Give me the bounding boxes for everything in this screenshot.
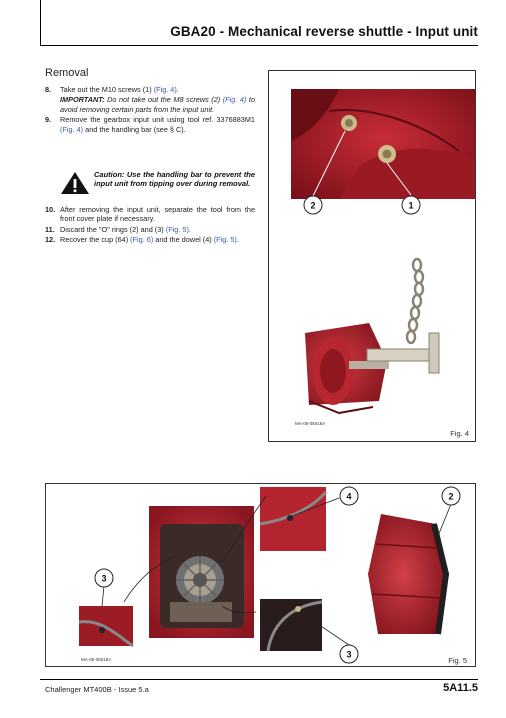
procedure-steps-continued (45, 205, 255, 246)
procedure-steps (45, 85, 255, 135)
footer-rule (40, 679, 478, 680)
step-text: Remove the gearbox input unit using tool ref. 3376883M1 (Fig. 4) and the handling bar (see § C). (60, 115, 255, 134)
step-11 (45, 225, 255, 234)
caution-text: Caution: Use the handling bar to prevent the input unit from tipping over during removal. (94, 170, 255, 189)
step-number: 9. (45, 115, 52, 125)
caution-note (60, 170, 255, 195)
svg-text:3: 3 (346, 649, 352, 660)
step-number: 12. (45, 235, 56, 245)
figure-5 (45, 483, 476, 667)
step-10 (45, 205, 255, 224)
figure-link[interactable]: (Fig. 6) (130, 235, 154, 245)
footer-publication: Challenger MT400B - Issue 5.a (45, 685, 149, 694)
figure-5-code: MA-05-05019A (81, 657, 112, 662)
step-number: 8. (45, 85, 52, 94)
figure-5-label: Fig. 5 (448, 656, 467, 665)
important-label: IMPORTANT: (60, 95, 105, 105)
figure-4-illustration (269, 71, 476, 442)
svg-text:4: 4 (346, 491, 352, 502)
section-title: Removal (45, 67, 89, 79)
step-text: Recover the cup (64) (Fig. 6) and the dowel (4) (Fig. 5). (60, 235, 239, 245)
step-text: Discard the "O" rings (2) and (3) (Fig. 5). (60, 224, 191, 234)
figure-link[interactable]: (Fig. 4) (60, 124, 84, 134)
seal-inset-photo (260, 599, 322, 651)
step-number: 10. (45, 205, 56, 214)
header-rule (40, 45, 478, 46)
figure-4 (268, 70, 476, 442)
important-note (45, 95, 255, 114)
o-ring-inset-photo (79, 606, 133, 646)
figure-link[interactable]: (Fig. 4) (222, 95, 247, 105)
svg-text:3: 3 (101, 573, 107, 584)
figure-link[interactable]: (Fig. 4) (153, 85, 177, 94)
callout-4 (340, 487, 358, 505)
figure-link[interactable]: (Fig. 5) (165, 224, 189, 234)
step-8 (45, 85, 255, 94)
housing-photo (291, 89, 476, 199)
callout-1 (402, 196, 420, 214)
svg-text:2: 2 (310, 200, 316, 211)
callout-3 (95, 569, 113, 587)
page-title: GBA20 - Mechanical reverse shuttle - Input unit (170, 24, 478, 39)
header-side-rule (40, 0, 41, 45)
page-number: 5A11.5 (443, 682, 478, 694)
lifting-photo (305, 259, 439, 413)
figure-4-label: Fig. 4 (450, 429, 469, 438)
callout-3b (340, 645, 358, 663)
step-number: 11. (45, 224, 55, 234)
housing-side-photo (367, 511, 447, 639)
important-text: IMPORTANT: Do not take out the M8 screws (2) (Fig. 4) to avoid removing certain parts from the input unit. (60, 95, 255, 114)
dowel-inset-photo (260, 487, 326, 551)
callout-2 (442, 487, 460, 505)
figure-4-code: MA-05-05018A (295, 421, 326, 426)
step-12 (45, 235, 255, 244)
callout-2 (304, 196, 322, 214)
figure-link[interactable]: (Fig. 5) (213, 235, 237, 245)
step-9 (45, 115, 255, 134)
warning-icon (60, 171, 90, 195)
svg-text:2: 2 (448, 491, 454, 502)
housing-interior-photo (149, 506, 254, 638)
step-text: After removing the input unit, separate the tool from the front cover plate if necessary. (60, 205, 255, 224)
figure-5-illustration (46, 484, 476, 667)
step-text: Take out the M10 screws (1) (Fig. 4). (60, 85, 179, 94)
svg-text:1: 1 (408, 200, 414, 211)
